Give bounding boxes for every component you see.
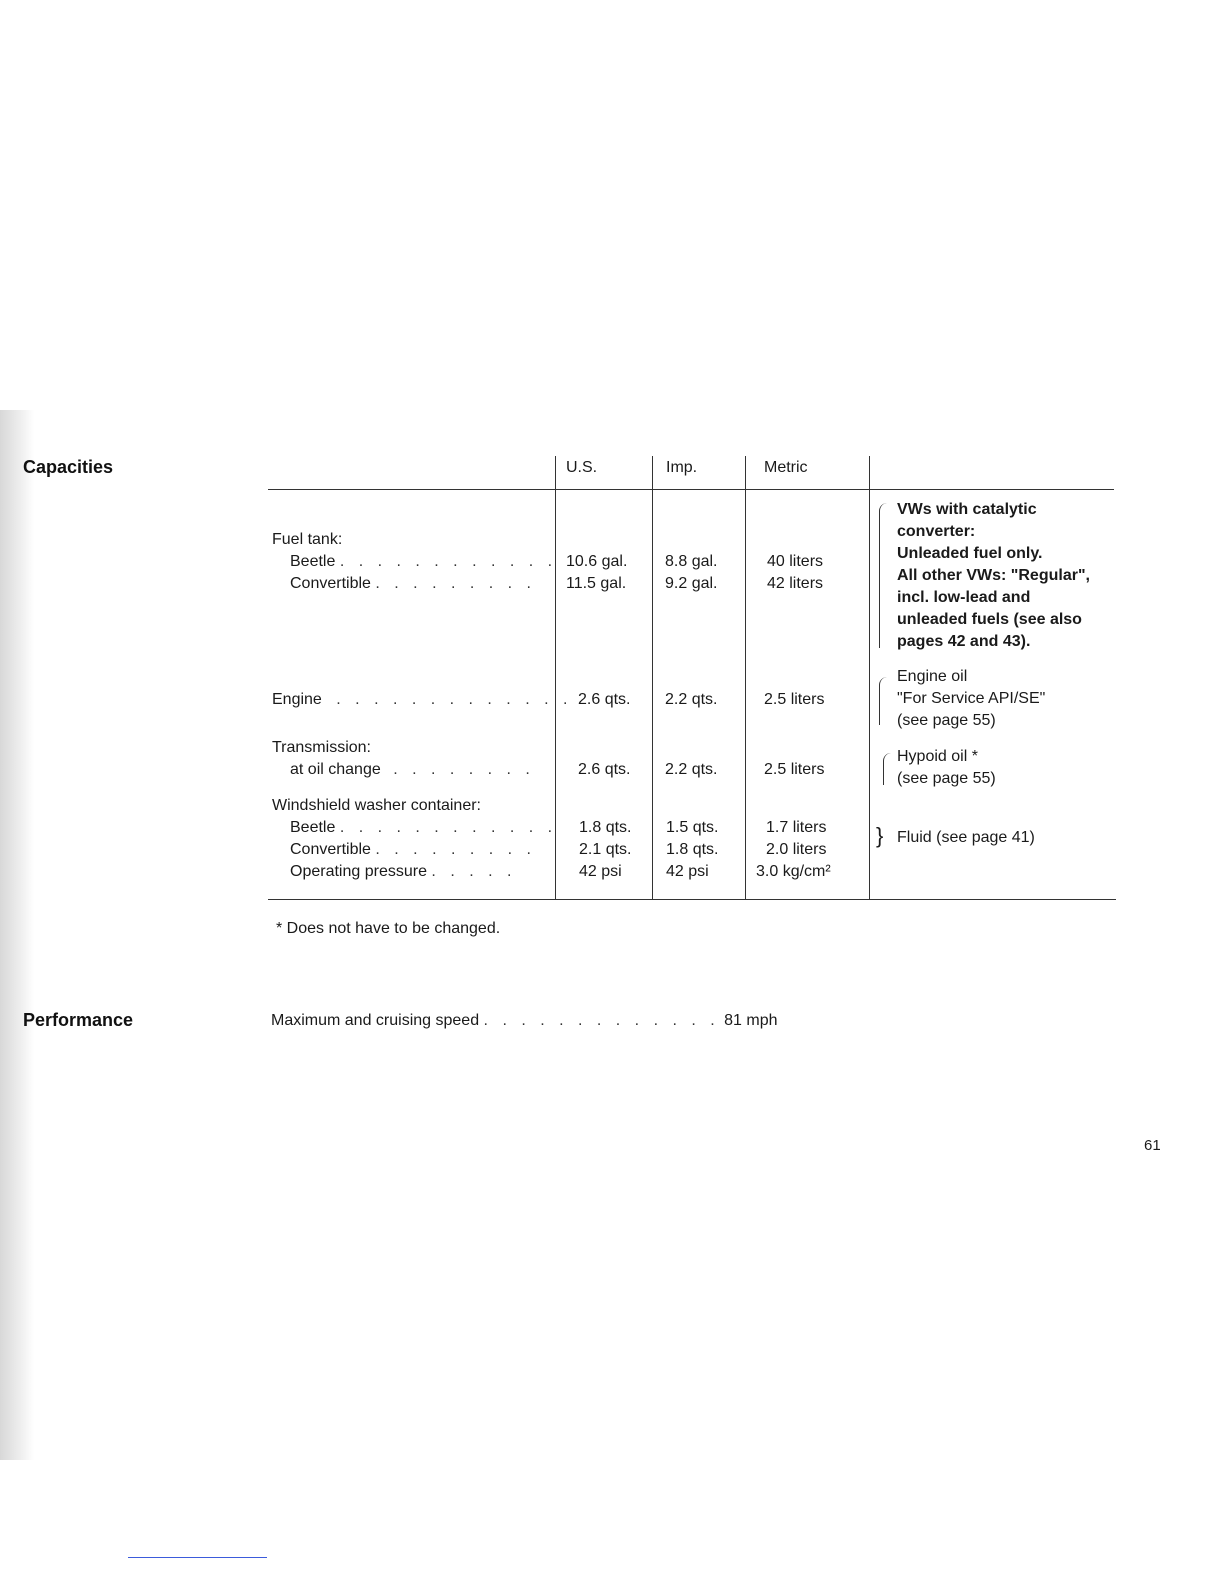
row-label: Beetle	[290, 819, 336, 836]
section-title-performance: Performance	[23, 1010, 134, 1030]
column-divider-metric	[745, 456, 746, 900]
fuel-note-line: VWs with catalytic	[897, 501, 1037, 518]
table-row	[290, 862, 516, 882]
row-label: Operating pressure	[290, 863, 427, 880]
fuel-tank-heading: Fuel tank:	[272, 531, 343, 548]
washer-note: Fluid (see page 41)	[897, 829, 1035, 846]
cell-imp: 2.2 qts.	[665, 761, 718, 778]
page-edge-shadow	[0, 410, 34, 1460]
left-brace-icon	[879, 677, 888, 725]
table-row	[272, 690, 572, 710]
leader-dots: . . . . .	[431, 863, 517, 880]
table-bottom-rule	[268, 899, 1116, 900]
cell-metric: 2.0 liters	[766, 841, 827, 858]
cell-imp: 8.8 gal.	[665, 553, 718, 570]
cell-imp: 2.2 qts.	[665, 691, 718, 708]
cell-us: 2.6 qts.	[578, 761, 631, 778]
column-header-metric: Metric	[764, 459, 808, 476]
row-label: Engine	[272, 691, 322, 708]
cell-us: 2.1 qts.	[579, 841, 632, 858]
washer-heading: Windshield washer container:	[272, 797, 481, 814]
column-header-us: U.S.	[566, 459, 598, 476]
fuel-note-line: incl. low-lead and	[897, 589, 1031, 606]
performance-value: 81 mph	[724, 1012, 778, 1029]
column-divider-imp	[652, 456, 653, 900]
engine-note-line: Engine oil	[897, 668, 968, 685]
table-row	[290, 574, 536, 594]
engine-note-line: (see page 55)	[897, 712, 996, 729]
cell-metric: 2.5 liters	[764, 761, 825, 778]
cell-metric: 1.7 liters	[766, 819, 827, 836]
bottom-rule	[128, 1557, 267, 1558]
left-brace-icon	[883, 753, 892, 785]
table-footnote: * Does not have to be changed.	[276, 920, 501, 937]
row-label: Convertible	[290, 841, 371, 858]
row-label: at oil change	[290, 761, 381, 778]
column-header-imp: Imp.	[666, 459, 698, 476]
cell-metric: 2.5 liters	[764, 691, 825, 708]
cell-metric: 40 liters	[767, 553, 824, 570]
table-row	[290, 818, 557, 838]
cell-us: 10.6 gal.	[566, 553, 628, 570]
cell-us: 42 psi	[579, 863, 622, 880]
leader-dots: . . . . . . . . . . . . .	[336, 691, 573, 708]
leader-dots: . . . . . . . . . . . .	[339, 553, 558, 570]
cell-imp: 1.5 qts.	[666, 819, 719, 836]
page-number: 61	[1144, 1137, 1161, 1154]
fuel-note-line: converter:	[897, 523, 976, 540]
fuel-note-line: pages 42 and 43).	[897, 633, 1031, 650]
leader-dots: . . . . . . . . .	[375, 575, 536, 592]
cell-us: 1.8 qts.	[579, 819, 632, 836]
section-title-capacities: Capacities	[23, 457, 114, 477]
leader-dots: . . . . . . . . .	[375, 841, 536, 858]
cell-imp: 9.2 gal.	[665, 575, 718, 592]
fuel-note-line: Unleaded fuel only.	[897, 545, 1043, 562]
leader-dots: . . . . . . . . . . . . .	[483, 1012, 720, 1029]
left-brace-icon	[879, 503, 888, 648]
engine-note-line: "For Service API/SE"	[897, 690, 1046, 707]
performance-label: Maximum and cruising speed	[271, 1012, 480, 1029]
table-row	[290, 840, 536, 860]
row-label: Beetle	[290, 553, 336, 570]
transmission-note-line: (see page 55)	[897, 770, 996, 787]
cell-imp: 42 psi	[666, 863, 709, 880]
right-brace-icon: }	[876, 823, 884, 848]
fuel-note-line: All other VWs: "Regular",	[897, 567, 1090, 584]
table-row	[290, 552, 557, 572]
row-label: Convertible	[290, 575, 371, 592]
performance-row	[271, 1011, 778, 1031]
column-divider-notes	[869, 456, 870, 900]
cell-imp: 1.8 qts.	[666, 841, 719, 858]
leader-dots: . . . . . . . . . . . .	[339, 819, 558, 836]
transmission-heading: Transmission:	[272, 739, 371, 756]
table-header-rule	[268, 489, 1114, 490]
fuel-note-line: unleaded fuels (see also	[897, 611, 1082, 628]
transmission-note-line: Hypoid oil *	[897, 748, 978, 765]
table-row	[290, 760, 535, 780]
cell-us: 11.5 gal.	[566, 575, 627, 592]
leader-dots: . . . . . . . .	[393, 761, 535, 778]
cell-metric: 3.0 kg/cm²	[756, 863, 831, 880]
cell-metric: 42 liters	[767, 575, 824, 592]
cell-us: 2.6 qts.	[578, 691, 631, 708]
